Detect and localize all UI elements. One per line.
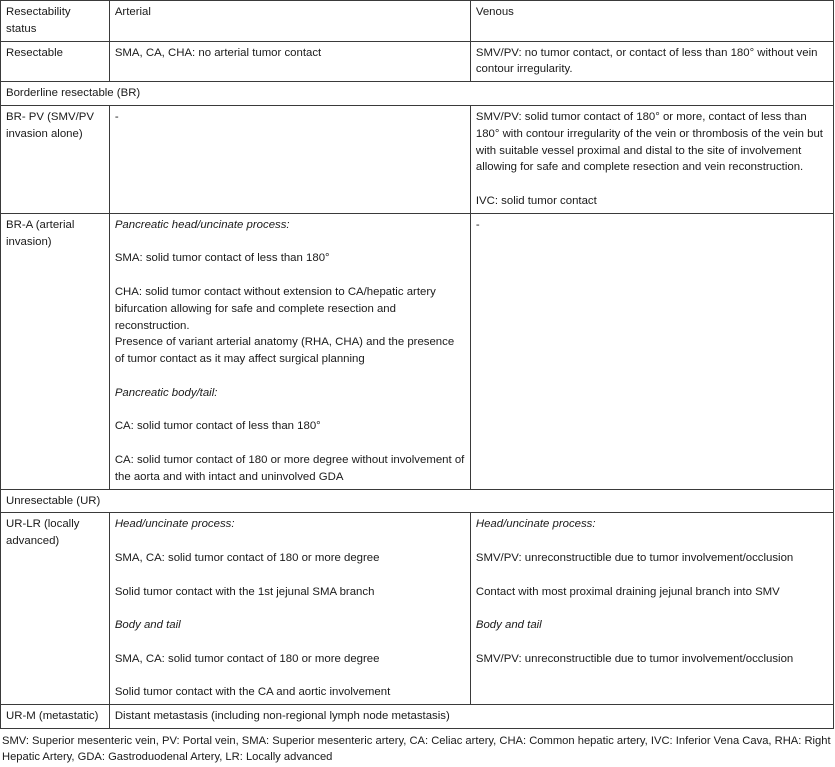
table-footnote: SMV: Superior mesenteric vein, PV: Portal vein, SMA: Superior mesenteric artery, CA: Celiac artery, CHA: Common hepatic artery, IVC: Inferior Vena Cava, RHA: Right Hepatic Artery, GDA: Gastroduodenal Artery, LR: Locally advanced — [2, 734, 831, 764]
arterial-text: Solid tumor contact with the CA and aortic involvement — [114, 686, 391, 699]
subheading: Head/uncinate process: — [475, 518, 596, 531]
subheading: Body and tail — [475, 619, 542, 632]
venous-text: IVC: solid tumor contact — [475, 194, 597, 207]
venous-text: SMV/PV: unreconstructible due to tumor involvement/occlusion — [475, 652, 794, 665]
arterial-text: Solid tumor contact with the 1st jejunal SMA branch — [114, 585, 375, 598]
table-row-ur-lr — [1, 513, 834, 705]
header-venous: Venous — [470, 1, 833, 42]
arterial-cell — [109, 213, 470, 489]
header-status: Resectability status — [1, 1, 110, 42]
arterial-text: CA: solid tumor contact of less than 180° — [114, 420, 321, 433]
status-cell: BR-A (arterial invasion) — [1, 213, 110, 489]
arterial-text: Presence of variant arterial anatomy (RHA, CHA) and the presence of tumor contact as it may affect surgical planning — [114, 336, 455, 366]
status-cell: Resectable — [1, 41, 110, 82]
arterial-cell: - — [109, 105, 470, 213]
venous-text: SMV/PV: unreconstructible due to tumor involvement/occlusion — [475, 551, 794, 564]
status-cell: UR-M (metastatic) — [1, 705, 110, 729]
arterial-text: SMA: solid tumor contact of less than 180° — [114, 252, 330, 265]
venous-cell: - — [470, 213, 833, 489]
table-row-ur-m — [1, 705, 834, 729]
status-cell: BR- PV (SMV/PV invasion alone) — [1, 105, 110, 213]
description-cell: Distant metastasis (including non-regional lymph node metastasis) — [109, 705, 833, 729]
venous-cell: SMV/PV: no tumor contact, or contact of less than 180° without vein contour irregularity. — [470, 41, 833, 82]
arterial-text: CA: solid tumor contact of 180 or more degree without involvement of the aorta and with intact and uninvolved GDA — [114, 453, 465, 483]
section-row-unresectable — [1, 489, 834, 513]
venous-text: Contact with most proximal draining jejunal branch into SMV — [475, 585, 780, 598]
table-row-br-pv — [1, 105, 834, 213]
table-row-resectable — [1, 41, 834, 82]
header-arterial: Arterial — [109, 1, 470, 42]
venous-cell — [470, 105, 833, 213]
arterial-cell: SMA, CA, CHA: no arterial tumor contact — [109, 41, 470, 82]
section-label: Unresectable (UR) — [1, 489, 834, 513]
arterial-cell — [109, 513, 470, 705]
subheading: Pancreatic body/tail: — [114, 386, 218, 399]
section-label: Borderline resectable (BR) — [1, 82, 834, 106]
header-row — [1, 1, 834, 42]
subheading: Pancreatic head/uncinate process: — [114, 218, 290, 231]
section-row-borderline — [1, 82, 834, 106]
status-cell: UR-LR (locally advanced) — [1, 513, 110, 705]
subheading: Body and tail — [114, 619, 181, 632]
venous-cell — [470, 513, 833, 705]
subheading: Head/uncinate process: — [114, 518, 235, 531]
arterial-text: SMA, CA: solid tumor contact of 180 or more degree — [114, 652, 380, 665]
arterial-text: SMA, CA: solid tumor contact of 180 or more degree — [114, 551, 380, 564]
arterial-text: CHA: solid tumor contact without extension to CA/hepatic artery bifurcation allowing for safe and complete resection and reconstruction. — [114, 285, 436, 332]
table-row-br-a — [1, 213, 834, 489]
venous-text: SMV/PV: solid tumor contact of 180° or more, contact of less than 180° with contour irregularity of the vein or thrombosis of the vein but with suitable vessel proximal and distal to the site of involvement allowing for safe and complete resection and vein reconstruction. — [475, 110, 823, 174]
